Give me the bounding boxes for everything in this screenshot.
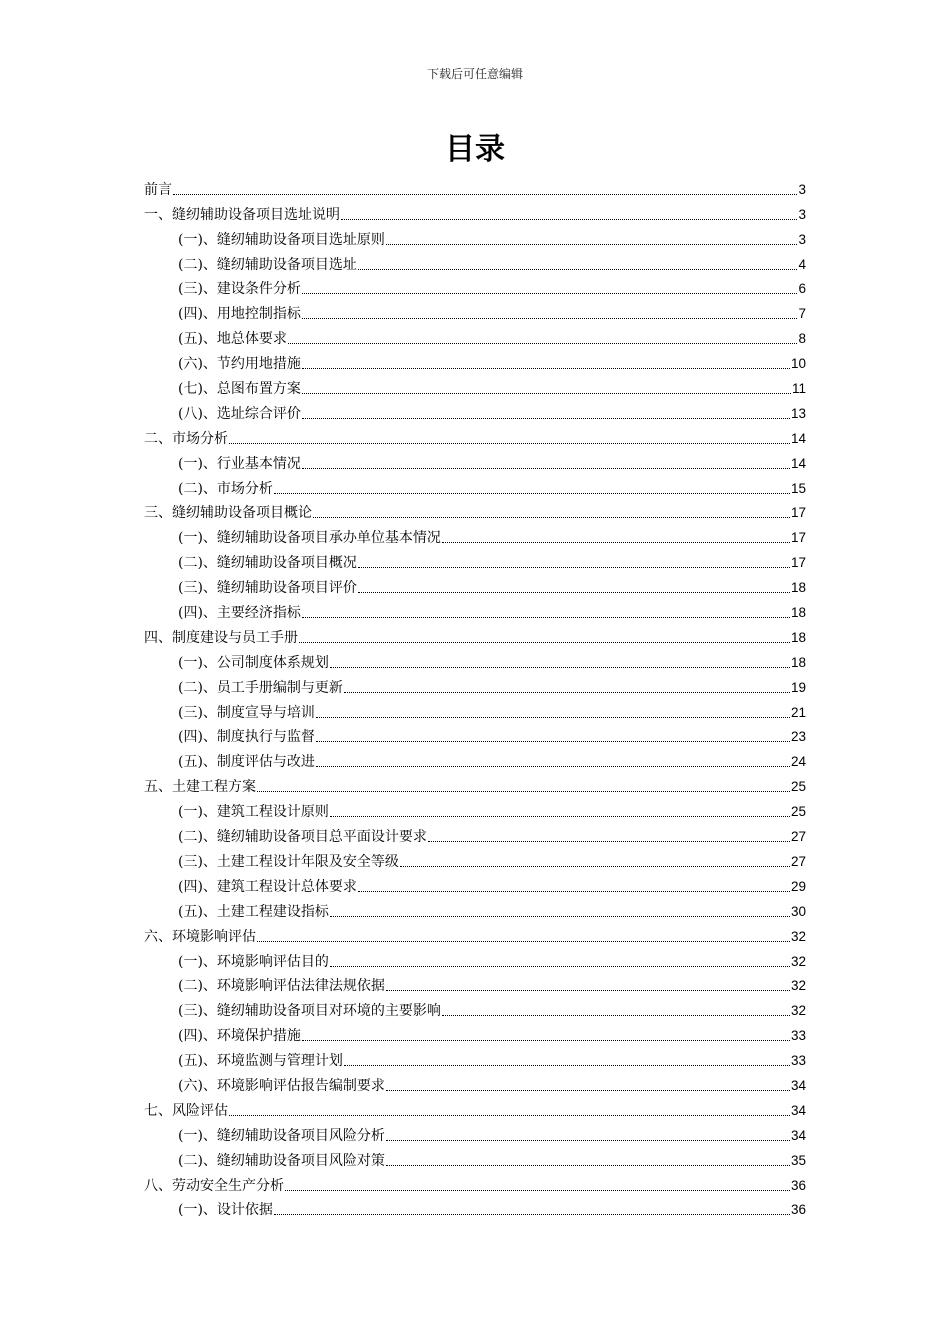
toc-dot-leader (302, 318, 798, 319)
toc-page-number: 18 (790, 605, 806, 621)
toc-page-number: 36 (790, 1202, 806, 1218)
toc-subentry[interactable] (144, 995, 806, 1020)
toc-entry-label: (三)、制度宣导与培训 (178, 704, 315, 721)
toc-entry-label: 前言 (144, 181, 172, 198)
toc-dot-leader (344, 692, 790, 693)
toc-dot-leader (442, 1015, 790, 1016)
toc-entry-label: 五、土建工程方案 (144, 779, 256, 796)
toc-entry-label: (一)、缝纫辅助设备项目风险分析 (178, 1127, 385, 1144)
toc-page-number: 13 (790, 405, 806, 421)
toc-dot-leader (229, 1115, 790, 1116)
toc-dot-leader (386, 990, 790, 991)
toc-dot-leader (274, 493, 790, 494)
toc-page-number: 3 (798, 231, 806, 247)
toc-entry-label: (四)、制度执行与监督 (178, 729, 315, 746)
toc-page-number: 29 (790, 878, 806, 894)
toc-list (144, 174, 806, 1219)
toc-subentry[interactable] (144, 547, 806, 572)
toc-entry-label: (三)、缝纫辅助设备项目评价 (178, 580, 357, 597)
toc-dot-leader (274, 1214, 790, 1215)
toc-entry-label: (四)、环境保护措施 (178, 1028, 301, 1045)
toc-subentry[interactable] (144, 398, 806, 423)
toc-subentry[interactable] (144, 323, 806, 348)
toc-entry-label: (一)、行业基本情况 (178, 455, 301, 472)
toc-entry[interactable] (144, 423, 806, 448)
toc-page-number: 4 (798, 256, 806, 272)
toc-dot-leader (386, 1165, 790, 1166)
toc-dot-leader (386, 1140, 790, 1141)
toc-page-number: 32 (790, 1003, 806, 1019)
toc-entry-label: (二)、环境影响评估法律法规依据 (178, 978, 385, 995)
toc-page-number: 10 (790, 356, 806, 372)
toc-entry-label: (二)、缝纫辅助设备项目选址 (178, 256, 357, 273)
toc-dot-leader (257, 791, 790, 792)
toc-dot-leader (302, 418, 790, 419)
toc-subentry[interactable] (144, 274, 806, 299)
toc-title: 目录 (445, 132, 505, 167)
toc-entry-label: (五)、环境监测与管理计划 (178, 1053, 343, 1070)
toc-page-number: 32 (790, 978, 806, 994)
toc-page-number: 7 (798, 306, 806, 322)
toc-entry-label: (六)、节约用地措施 (178, 356, 301, 373)
toc-dot-leader (257, 941, 790, 942)
toc-entry-label: 一、缝纫辅助设备项目选址说明 (144, 206, 340, 223)
toc-entry-label: (七)、总图布置方案 (178, 381, 301, 398)
toc-entry-label: (一)、缝纫辅助设备项目选址原则 (178, 231, 385, 248)
toc-subentry[interactable] (144, 348, 806, 373)
toc-entry[interactable] (144, 771, 806, 796)
toc-dot-leader (302, 617, 790, 618)
toc-entry-label: (三)、缝纫辅助设备项目对环境的主要影响 (178, 1003, 441, 1020)
toc-entry-label: 二、市场分析 (144, 430, 228, 447)
toc-entry-label: 四、制度建设与员工手册 (144, 629, 298, 646)
toc-subentry[interactable] (144, 597, 806, 622)
toc-page-number: 8 (798, 331, 806, 347)
toc-subentry[interactable] (144, 448, 806, 473)
toc-dot-leader (302, 368, 790, 369)
toc-dot-leader (299, 642, 790, 643)
toc-dot-leader (302, 393, 791, 394)
toc-page-number: 6 (798, 281, 806, 297)
toc-entry-label: (二)、缝纫辅助设备项目风险对策 (178, 1152, 385, 1169)
toc-page-number: 18 (790, 580, 806, 596)
toc-dot-leader (288, 343, 798, 344)
toc-page-number: 21 (790, 704, 806, 720)
toc-dot-leader (386, 1090, 790, 1091)
toc-page-number: 24 (790, 754, 806, 770)
toc-dot-leader (302, 1040, 790, 1041)
toc-entry-label: 七、风险评估 (144, 1102, 228, 1119)
toc-dot-leader (386, 244, 798, 245)
toc-dot-leader (358, 269, 798, 270)
toc-subentry[interactable] (144, 647, 806, 672)
toc-page-number: 34 (790, 1077, 806, 1093)
toc-entry[interactable] (144, 921, 806, 946)
toc-entry-label: (八)、选址综合评价 (178, 405, 301, 422)
toc-page-number: 32 (790, 953, 806, 969)
toc-page-number: 32 (790, 928, 806, 944)
toc-entry[interactable] (144, 622, 806, 647)
toc-subentry[interactable] (144, 224, 806, 249)
toc-entry-label: (三)、建设条件分析 (178, 281, 301, 298)
toc-subentry[interactable] (144, 1020, 806, 1045)
toc-page-number: 33 (790, 1053, 806, 1069)
toc-dot-leader (285, 1190, 790, 1191)
toc-entry[interactable] (144, 1170, 806, 1195)
toc-subentry[interactable] (144, 746, 806, 771)
toc-dot-leader (316, 766, 790, 767)
toc-entry-label: (四)、建筑工程设计总体要求 (178, 878, 357, 895)
toc-entry-label: (五)、制度评估与改进 (178, 754, 315, 771)
toc-page-number: 14 (790, 455, 806, 471)
toc-dot-leader (344, 1065, 790, 1066)
toc-entry-label: (二)、缝纫辅助设备项目概况 (178, 555, 357, 572)
toc-subentry[interactable] (144, 1145, 806, 1170)
toc-page-number: 33 (790, 1028, 806, 1044)
toc-dot-leader (330, 966, 790, 967)
toc-entry-label: (一)、环境影响评估目的 (178, 953, 329, 970)
toc-entry[interactable] (144, 1095, 806, 1120)
toc-dot-leader (316, 741, 790, 742)
toc-entry-label: (五)、地总体要求 (178, 331, 287, 348)
toc-page-number: 27 (790, 853, 806, 869)
toc-entry-label: (一)、设计依据 (178, 1202, 273, 1219)
toc-entry-label: 三、缝纫辅助设备项目概论 (144, 505, 312, 522)
toc-subentry[interactable] (144, 946, 806, 971)
toc-entry-label: (一)、建筑工程设计原则 (178, 804, 329, 821)
toc-subentry[interactable] (144, 572, 806, 597)
toc-dot-leader (358, 891, 790, 892)
toc-entry-label: (一)、公司制度体系规划 (178, 654, 329, 671)
toc-dot-leader (330, 816, 790, 817)
toc-dot-leader (229, 443, 790, 444)
toc-page-number: 17 (790, 555, 806, 571)
toc-page-number: 14 (790, 430, 806, 446)
toc-subentry[interactable] (144, 672, 806, 697)
toc-dot-leader (400, 866, 790, 867)
toc-entry-label: (二)、缝纫辅助设备项目总平面设计要求 (178, 829, 427, 846)
toc-subentry[interactable] (144, 1120, 806, 1145)
toc-dot-leader (313, 517, 790, 518)
toc-page-number: 17 (790, 505, 806, 521)
toc-page-number: 11 (791, 381, 806, 397)
toc-entry-label: (五)、土建工程建设指标 (178, 903, 329, 920)
toc-entry-label: (四)、主要经济指标 (178, 605, 301, 622)
toc-entry-label: 六、环境影响评估 (144, 928, 256, 945)
toc-dot-leader (358, 592, 790, 593)
toc-page-number: 25 (790, 779, 806, 795)
toc-page-number: 25 (790, 804, 806, 820)
toc-subentry[interactable] (144, 249, 806, 274)
toc-entry[interactable] (144, 498, 806, 523)
toc-page-number: 36 (790, 1177, 806, 1193)
toc-subentry[interactable] (144, 373, 806, 398)
toc-dot-leader (173, 194, 797, 195)
toc-dot-leader (341, 219, 797, 220)
toc-dot-leader (330, 667, 790, 668)
toc-entry-label: (六)、环境影响评估报告编制要求 (178, 1077, 385, 1094)
toc-subentry[interactable] (144, 871, 806, 896)
toc-entry[interactable] (144, 174, 806, 199)
toc-page-number: 30 (790, 903, 806, 919)
toc-entry[interactable] (144, 199, 806, 224)
toc-page-number: 19 (790, 679, 806, 695)
toc-entry-label: (一)、缝纫辅助设备项目承办单位基本情况 (178, 530, 441, 547)
toc-dot-leader (442, 542, 790, 543)
toc-page-number: 3 (798, 181, 806, 197)
toc-page-number: 23 (790, 729, 806, 745)
toc-entry-label: (二)、员工手册编制与更新 (178, 679, 343, 696)
toc-subentry[interactable] (144, 796, 806, 821)
toc-page-number: 35 (790, 1152, 806, 1168)
toc-page-number: 15 (790, 480, 806, 496)
toc-subentry[interactable] (144, 1070, 806, 1095)
toc-page-number: 18 (790, 629, 806, 645)
toc-subentry[interactable] (144, 1045, 806, 1070)
toc-page-number: 34 (790, 1127, 806, 1143)
toc-entry-label: (三)、土建工程设计年限及安全等级 (178, 853, 399, 870)
toc-dot-leader (358, 567, 790, 568)
toc-subentry[interactable] (144, 971, 806, 996)
toc-subentry[interactable] (144, 846, 806, 871)
toc-dot-leader (330, 916, 790, 917)
toc-dot-leader (316, 717, 790, 718)
toc-subentry[interactable] (144, 697, 806, 722)
toc-dot-leader (428, 841, 790, 842)
toc-entry-label: 八、劳动安全生产分析 (144, 1177, 284, 1194)
toc-page-number: 27 (790, 829, 806, 845)
toc-subentry[interactable] (144, 522, 806, 547)
toc-subentry[interactable] (144, 821, 806, 846)
toc-subentry[interactable] (144, 722, 806, 747)
toc-entry-label: (四)、用地控制指标 (178, 306, 301, 323)
toc-dot-leader (302, 468, 790, 469)
toc-subentry[interactable] (144, 473, 806, 498)
toc-dot-leader (302, 293, 798, 294)
toc-entry-label: (二)、市场分析 (178, 480, 273, 497)
toc-page-number: 18 (790, 654, 806, 670)
toc-page-number: 3 (798, 206, 806, 222)
toc-subentry[interactable] (144, 1195, 806, 1220)
header-note: 下载后可任意编辑 (426, 67, 523, 81)
toc-subentry[interactable] (144, 896, 806, 921)
toc-subentry[interactable] (144, 298, 806, 323)
toc-page-number: 17 (790, 530, 806, 546)
toc-page-number: 34 (790, 1102, 806, 1118)
